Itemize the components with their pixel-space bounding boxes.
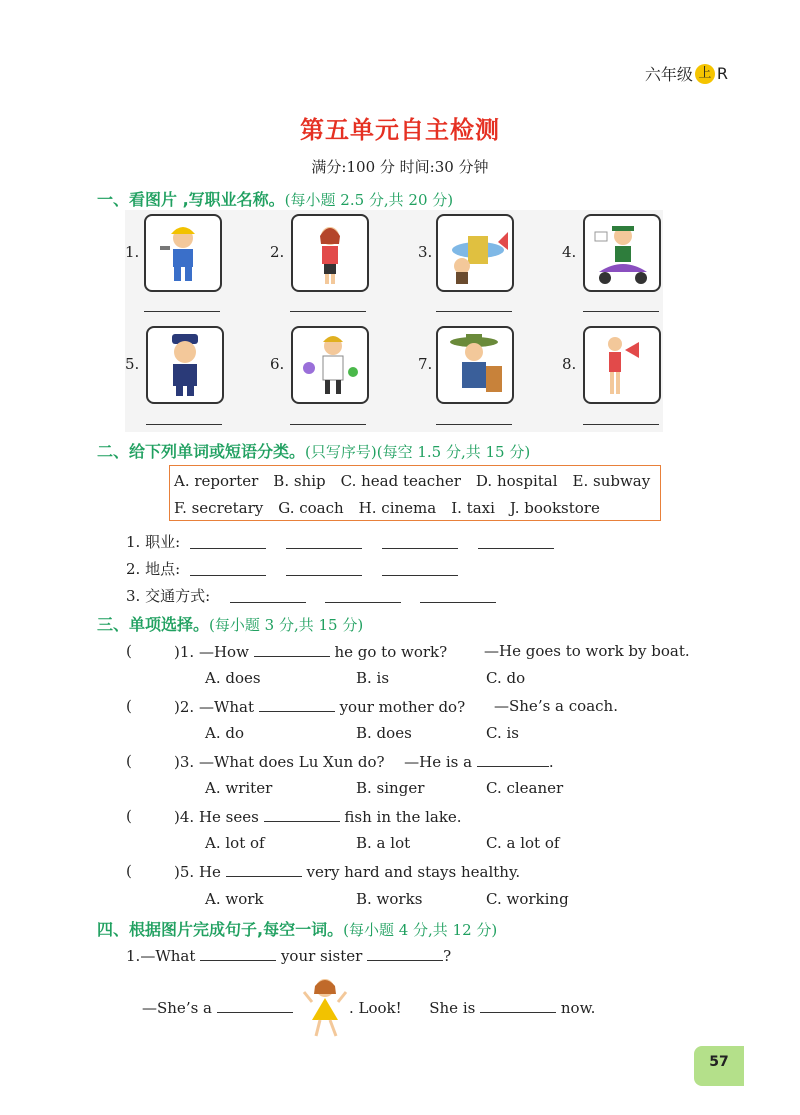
answer-line[interactable] <box>146 424 222 425</box>
question-row <box>126 697 132 715</box>
word-option: J. bookstore <box>509 499 600 517</box>
question-text: he go to work? <box>334 643 448 661</box>
question-text: fish in the lake. <box>344 808 462 826</box>
answer-line[interactable] <box>436 424 512 425</box>
word-bank-row <box>174 472 650 490</box>
question-row <box>126 862 132 880</box>
option-c[interactable]: C. cleaner <box>486 779 564 797</box>
question-number: )3. <box>174 753 195 771</box>
question-row <box>126 752 132 770</box>
answer-line[interactable] <box>290 311 366 312</box>
grade-label <box>645 62 728 85</box>
pic-number: 6. <box>270 355 285 373</box>
section1-title: 一、看图片 ,写职业名称。 <box>97 190 285 209</box>
paren: ( <box>126 697 132 715</box>
pic-builder <box>144 214 222 292</box>
answer-blank[interactable] <box>217 998 293 1013</box>
pic-postman <box>583 214 661 292</box>
category-label: 3. 交通方式: <box>126 587 211 605</box>
pic-pilot <box>436 214 514 292</box>
section4-note: (每小题 4 分,共 12 分) <box>343 921 498 939</box>
category-transport <box>126 585 210 606</box>
pic-number: 3. <box>418 243 433 261</box>
answer-line[interactable] <box>190 548 266 549</box>
pic-number: 1. <box>125 243 140 261</box>
section1-heading <box>97 187 453 210</box>
question-text: your sister <box>280 947 363 965</box>
word-option: H. cinema <box>358 499 437 517</box>
page-number: 57 <box>694 1046 744 1086</box>
answer-text: —She’s a <box>142 999 212 1017</box>
secretary-icon <box>293 216 367 290</box>
question-5 <box>174 862 520 881</box>
question-text: . <box>548 753 554 771</box>
answer-line[interactable] <box>290 424 366 425</box>
answer-line[interactable] <box>286 548 362 549</box>
pic-scientist <box>291 326 369 404</box>
answer-text: now. <box>560 999 596 1017</box>
option-c[interactable]: C. do <box>486 669 526 687</box>
policeman-icon <box>148 328 222 402</box>
question-text: —What <box>140 947 196 965</box>
answer-line[interactable] <box>382 575 458 576</box>
question-row <box>126 807 132 825</box>
option-a[interactable]: A. does <box>205 669 261 687</box>
word-bank-row <box>174 499 615 517</box>
question-number: )4. <box>174 808 195 826</box>
answer-blank[interactable] <box>367 946 443 961</box>
question-text: —What <box>198 698 255 716</box>
question-text: very hard and stays healthy. <box>306 863 521 881</box>
word-option: D. hospital <box>475 472 558 490</box>
answer-blank[interactable] <box>200 946 276 961</box>
answer-line[interactable] <box>382 548 458 549</box>
section3-note: (每小题 3 分,共 15 分) <box>209 616 364 634</box>
question-1 <box>174 642 447 661</box>
question-row <box>126 642 132 660</box>
option-b[interactable]: B. is <box>356 669 390 687</box>
option-c[interactable]: C. is <box>486 724 519 742</box>
dancer-picture <box>302 976 348 1040</box>
answer-line[interactable] <box>583 424 659 425</box>
answer-text: She is <box>429 999 476 1017</box>
answer-blank[interactable] <box>259 697 335 712</box>
word-option: E. subway <box>572 472 651 490</box>
grade-text: 六年级 <box>644 65 693 84</box>
pic-policeman <box>146 326 224 404</box>
word-option: G. coach <box>278 499 344 517</box>
question-answer: —She’s a coach. <box>494 697 618 715</box>
word-option: F. secretary <box>174 499 264 517</box>
answer-text: . Look! <box>349 999 402 1017</box>
section4-title: 四、根据图片完成句子,每空一词。 <box>97 920 344 939</box>
paren: ( <box>126 752 132 770</box>
section2-heading <box>97 439 530 462</box>
edition-text: R <box>716 64 728 83</box>
answer-line[interactable] <box>325 602 401 603</box>
answer-line[interactable] <box>144 311 220 312</box>
pilot-plane-icon <box>438 216 512 290</box>
answer-blank[interactable] <box>480 998 556 1013</box>
option-a[interactable]: A. do <box>205 724 245 742</box>
question-number: 1. <box>126 947 141 965</box>
option-a[interactable]: A. lot of <box>205 834 265 852</box>
score-time: 满分:100 分 时间:30 分钟 <box>311 158 489 176</box>
question-4 <box>174 807 462 826</box>
category-jobs <box>126 531 180 552</box>
word-option: B. ship <box>273 472 326 490</box>
option-b[interactable]: B. works <box>356 890 423 908</box>
question-answer: —He goes to work by boat. <box>484 642 690 660</box>
farmer-icon <box>438 328 512 402</box>
pic-number: 7. <box>418 355 433 373</box>
option-b[interactable]: B. singer <box>356 779 425 797</box>
answer-blank[interactable] <box>264 807 340 822</box>
question-3 <box>174 752 554 771</box>
question-text: —What does Lu Xun do? <box>198 753 385 771</box>
option-c[interactable]: C. a lot of <box>486 834 560 852</box>
dancing-girl-icon <box>302 976 348 1040</box>
answer-line[interactable] <box>583 311 659 312</box>
answer-line[interactable] <box>190 575 266 576</box>
answer-line[interactable] <box>478 548 554 549</box>
pic-number: 4. <box>562 243 577 261</box>
pic-coach <box>583 326 661 404</box>
question-number: )5. <box>174 863 195 881</box>
section2-note: (只写序号)(每空 1.5 分,共 15 分) <box>305 443 531 461</box>
question-text: —How <box>198 643 249 661</box>
pic-number: 5. <box>125 355 140 373</box>
option-b[interactable]: B. a lot <box>356 834 411 852</box>
page-title: 第五单元自主检测 <box>300 116 500 144</box>
word-option: A. reporter <box>174 472 259 490</box>
word-option: I. taxi <box>451 499 495 517</box>
question-text: —He is a <box>404 753 473 771</box>
paren: ( <box>126 642 132 660</box>
question-2 <box>174 697 465 716</box>
answer-line[interactable] <box>436 311 512 312</box>
builder-icon <box>146 216 220 290</box>
postman-scooter-icon <box>585 216 659 290</box>
question-number: )2. <box>174 698 195 716</box>
word-option: C. head teacher <box>340 472 461 490</box>
answer-blank[interactable] <box>477 752 549 767</box>
section4-question-1 <box>126 946 451 965</box>
answer-blank[interactable] <box>226 862 302 877</box>
question-text: He sees <box>198 808 259 826</box>
question-text: ? <box>443 947 452 965</box>
word-bank <box>169 465 661 521</box>
section1-note: (每小题 2.5 分,共 20 分) <box>284 191 454 209</box>
section3-heading <box>97 612 363 635</box>
pic-secretary <box>291 214 369 292</box>
answer-blank[interactable] <box>254 642 330 657</box>
question-text: He <box>198 863 221 881</box>
option-b[interactable]: B. does <box>356 724 412 742</box>
option-a[interactable]: A. work <box>205 890 264 908</box>
coach-megaphone-icon <box>585 328 659 402</box>
option-c[interactable]: C. working <box>486 890 569 908</box>
term-badge: 上 <box>695 64 715 84</box>
question-number: )1. <box>174 643 195 661</box>
pic-farmer <box>436 326 514 404</box>
section4-answer-line-1 <box>142 998 293 1017</box>
section2-title: 二、给下列单词或短语分类。 <box>97 442 306 461</box>
section3-title: 三、单项选择。 <box>97 615 210 634</box>
category-places <box>126 558 180 579</box>
section4-heading <box>97 917 497 940</box>
pic-number: 8. <box>562 355 577 373</box>
answer-line[interactable] <box>230 602 306 603</box>
paren: ( <box>126 807 132 825</box>
section4-answer-line-2 <box>349 998 595 1017</box>
answer-line[interactable] <box>420 602 496 603</box>
pic-number: 2. <box>270 243 285 261</box>
answer-line[interactable] <box>286 575 362 576</box>
scientist-icon <box>293 328 367 402</box>
category-label: 2. 地点: <box>126 560 181 578</box>
paren: ( <box>126 862 132 880</box>
option-a[interactable]: A. writer <box>205 779 273 797</box>
category-label: 1. 职业: <box>126 533 181 551</box>
question-text: your mother do? <box>339 698 466 716</box>
